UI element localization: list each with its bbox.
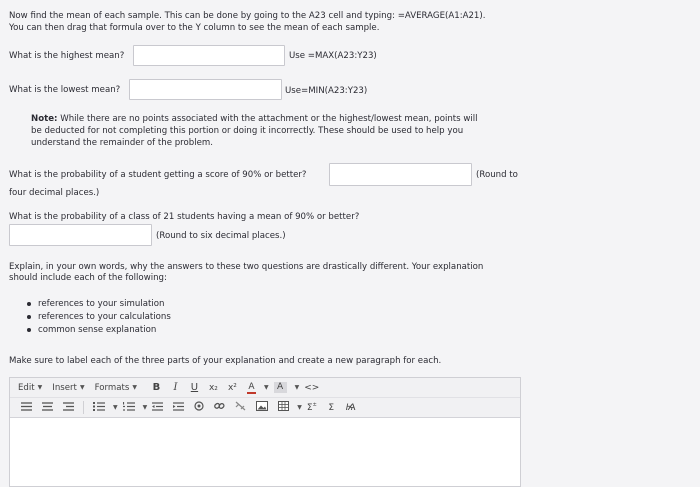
rich-text-editor [9, 377, 521, 487]
chevron-down-icon[interactable]: ▼ [113, 404, 118, 411]
highest-mean-input[interactable] [133, 45, 285, 66]
requirements-list [24, 298, 171, 337]
student-prob-hint-2: four decimal places.) [9, 188, 100, 198]
background-color-button[interactable]: A [274, 382, 287, 393]
formats-menu[interactable] [95, 383, 137, 393]
chevron-down-icon: ▼ [79, 384, 85, 391]
special-char-icon[interactable]: Ѩ [345, 402, 357, 413]
chevron-down-icon: ▼ [132, 384, 137, 391]
explain-closing: Make sure to label each of the three parts of your explanation and create a new paragraph for each. [9, 356, 442, 366]
lowest-mean-hint: Use=MIN(A23:Y23) [285, 86, 368, 96]
student-prob-label: What is the probability of a student getting a score of 90% or better? [9, 170, 307, 180]
insert-menu-label: Insert [52, 382, 77, 393]
source-code-button[interactable]: <> [304, 382, 320, 393]
sigma-icon[interactable]: Σ [328, 402, 335, 413]
toolbar-divider [83, 401, 84, 414]
student-prob-input[interactable] [329, 163, 472, 186]
numbered-list-icon[interactable] [123, 402, 135, 414]
chevron-down-icon: ▼ [37, 384, 43, 391]
student-prob-hint: (Round to [476, 170, 518, 180]
editor-toolbar [10, 398, 520, 418]
media-icon[interactable] [194, 401, 204, 414]
indent-icon[interactable] [173, 402, 184, 414]
superscript-button[interactable]: x² [227, 382, 237, 393]
underline-button[interactable]: U [190, 382, 199, 393]
class-prob-label: What is the probability of a class of 21 students having a mean of 90% or better? [9, 212, 360, 222]
table-icon[interactable] [278, 401, 289, 414]
explain-line-2: should include each of the following: [9, 273, 167, 283]
text-color-button[interactable]: A [248, 381, 255, 392]
sum-icon[interactable]: Σ± [306, 402, 317, 413]
explain-line-1: Explain, in your own words, why the answers to these two questions are drastically different. Your explanation [9, 262, 484, 272]
lowest-mean-input[interactable] [129, 79, 282, 100]
align-center-icon[interactable] [42, 402, 53, 414]
editor-menubar [10, 378, 520, 398]
chevron-down-icon[interactable]: ▼ [294, 384, 300, 391]
intro-line-2: You can then drag that formula over to the Y column to see the mean of each sample. [9, 23, 380, 33]
subscript-button[interactable]: x₂ [208, 382, 218, 393]
italic-button[interactable]: I [173, 382, 178, 393]
edit-menu-label: Edit [18, 382, 35, 393]
unlink-icon[interactable] [235, 401, 246, 414]
lowest-mean-label: What is the lowest mean? [9, 85, 121, 95]
highest-mean-label: What is the highest mean? [9, 51, 125, 61]
bold-button[interactable]: B [152, 382, 161, 393]
chevron-down-icon[interactable]: ▼ [297, 404, 302, 411]
formats-menu-label: Formats [94, 382, 130, 393]
class-prob-input[interactable] [9, 224, 152, 246]
highest-mean-hint: Use =MAX(A23:Y23) [289, 51, 377, 61]
image-icon[interactable] [256, 401, 268, 414]
list-item: references to your calculations [24, 311, 171, 324]
edit-menu[interactable] [18, 383, 42, 393]
align-left-icon[interactable] [21, 402, 32, 414]
align-right-icon[interactable] [63, 402, 74, 414]
insert-menu[interactable] [52, 383, 84, 393]
chevron-down-icon[interactable]: ▼ [263, 384, 269, 391]
outdent-icon[interactable] [152, 402, 163, 414]
chevron-down-icon[interactable]: ▼ [142, 404, 148, 411]
note-line-3: understand the remainder of the problem. [31, 138, 214, 148]
list-item: common sense explanation [24, 324, 171, 337]
note-prefix: Note: [31, 114, 58, 124]
note-line-1 [31, 114, 478, 125]
note-line-2: be deducted for not completing this portion or doing it incorrectly. These should be used to help you [31, 126, 464, 136]
intro-line-1: Now find the mean of each sample. This can be done by going to the A23 cell and typing: =AVERAGE(A1:A21). [9, 11, 486, 21]
bullet-list-icon[interactable] [93, 402, 105, 414]
note-text-1: While there are no points associated with the attachment or the highest/lowest mean, points will [57, 114, 478, 124]
list-item: references to your simulation [24, 298, 171, 311]
link-icon[interactable] [214, 401, 225, 414]
editor-content-area[interactable] [10, 418, 520, 486]
class-prob-hint: (Round to six decimal places.) [156, 231, 286, 241]
